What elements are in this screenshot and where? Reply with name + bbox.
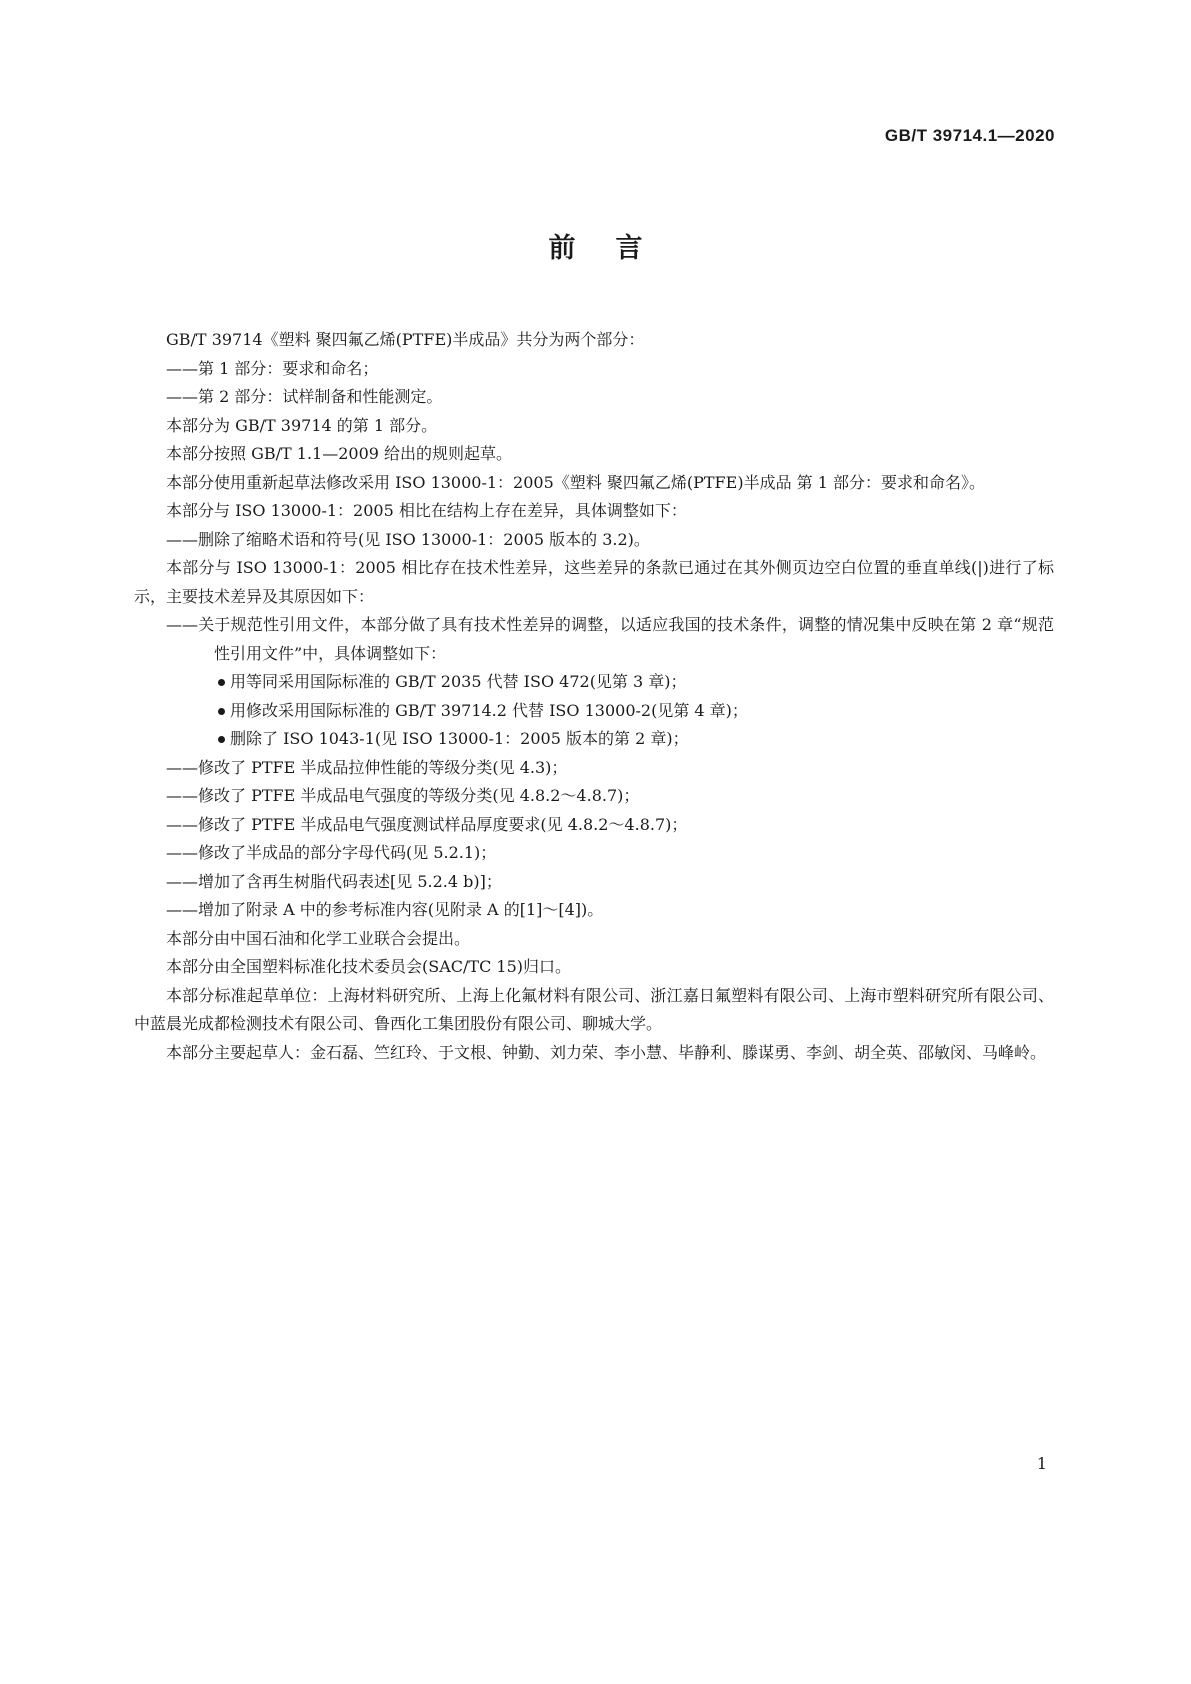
paragraph-text: 本部分主要起草人：金石磊、竺红玲、于文根、钟勤、刘力荣、李小慧、毕静利、滕谋勇、李剑、胡全英、邵敏闵、马峰岭。 — [166, 1042, 1047, 1062]
paragraph-text: ——修改了 PTFE 半成品电气强度测试样品厚度要求(见 4.8.2～4.8.7)； — [166, 814, 688, 834]
bullet-list-item — [134, 725, 1054, 754]
paragraph-text: 本部分与 ISO 13000-1：2005 相比存在技术性差异，这些差异的条款已通过在其外侧页边空白位置的垂直单线(|)进行了标示，主要技术差异及其原因如下： — [134, 558, 1054, 606]
paragraph-text: 删除了 ISO 1043-1(见 ISO 13000-1：2005 版本的第 2 章)； — [230, 729, 689, 748]
paragraph-text: 本部分为 GB/T 39714 的第 1 部分。 — [166, 415, 438, 435]
dash-list-item — [134, 526, 1054, 555]
paragraph-text: 用修改采用国际标准的 GB/T 39714.2 代替 ISO 13000-2(见第 4 章)； — [230, 700, 748, 720]
paragraph-text: ——第 1 部分：要求和命名； — [166, 358, 379, 378]
document-body — [134, 326, 1054, 1067]
paragraph-text: GB/T 39714《塑料 聚四氟乙烯(PTFE)半成品》共分为两个部分： — [166, 330, 645, 349]
paragraph-text: 本部分由中国石油和化学工业联合会提出。 — [166, 928, 471, 948]
dash-list-item — [134, 383, 1054, 412]
standard-code: GB/T 39714.1—2020 — [884, 126, 1055, 145]
dash-list-item — [134, 611, 1054, 668]
bullet-icon — [218, 708, 225, 715]
paragraph-text: ——关于规范性引用文件，本部分做了具有技术性差异的调整，以适应我国的技术条件，调整的情况集中反映在第 2 章“规范性引用文件”中，具体调整如下： — [166, 615, 1054, 663]
paragraph-text: ——删除了缩略术语和符号(见 ISO 13000-1：2005 版本的 3.2)。 — [166, 529, 650, 549]
dash-list-item — [134, 896, 1054, 925]
paragraph — [134, 412, 1054, 441]
paragraph-text: 本部分由全国塑料标准化技术委员会(SAC/TC 15)归口。 — [166, 957, 571, 976]
bullet-list-item — [134, 697, 1054, 726]
dash-list-item — [134, 754, 1054, 783]
dash-list-item — [134, 811, 1054, 840]
paragraph — [134, 1039, 1054, 1068]
paragraph-text: 本部分按照 GB/T 1.1—2009 给出的规则起草。 — [166, 444, 513, 463]
paragraph — [134, 925, 1054, 954]
paragraph-text: ——修改了 PTFE 半成品电气强度的等级分类(见 4.8.2～4.8.7)； — [166, 786, 640, 805]
page-title: 前言 — [548, 233, 683, 264]
dash-list-item — [134, 355, 1054, 384]
paragraph-text: ——第 2 部分：试样制备和性能测定。 — [166, 387, 443, 406]
paragraph-text: ——修改了 PTFE 半成品拉伸性能的等级分类(见 4.3)； — [166, 757, 568, 777]
bullet-icon — [218, 736, 225, 743]
paragraph-text: 本部分使用重新起草法修改采用 ISO 13000-1：2005《塑料 聚四氟乙烯(PTFE)半成品 第 1 部分：要求和命名》。 — [166, 472, 986, 492]
paragraph-text: 用等同采用国际标准的 GB/T 2035 代替 ISO 472(见第 3 章)； — [230, 672, 687, 691]
dash-list-item — [134, 868, 1054, 897]
bullet-icon — [218, 679, 225, 686]
paragraph — [134, 554, 1054, 611]
dash-list-item — [134, 839, 1054, 868]
paragraph — [134, 953, 1054, 982]
paragraph — [134, 982, 1054, 1039]
paragraph-text: ——修改了半成品的部分字母代码(见 5.2.1)； — [166, 843, 497, 862]
paragraph — [134, 469, 1054, 498]
paragraph — [134, 326, 1054, 355]
bullet-list-item — [134, 668, 1054, 697]
paragraph — [134, 497, 1054, 526]
paragraph-text: ——增加了附录 A 中的参考标准内容(见附录 A 的[1]～[4])。 — [166, 900, 604, 919]
paragraph-text: 本部分与 ISO 13000-1：2005 相比在结构上存在差异，具体调整如下： — [166, 501, 687, 520]
dash-list-item — [134, 782, 1054, 811]
paragraph-text: 本部分标准起草单位：上海材料研究所、上海上化氟材料有限公司、浙江嘉日氟塑料有限公司、上海市塑料研究所有限公司、中蓝晨光成都检测技术有限公司、鲁西化工集团股份有限公司、聊城大学。 — [134, 985, 1054, 1033]
page-number: 1 — [1036, 1454, 1047, 1473]
paragraph — [134, 440, 1054, 469]
paragraph-text: ——增加了含再生树脂代码表述[见 5.2.4 b)]； — [166, 871, 502, 891]
